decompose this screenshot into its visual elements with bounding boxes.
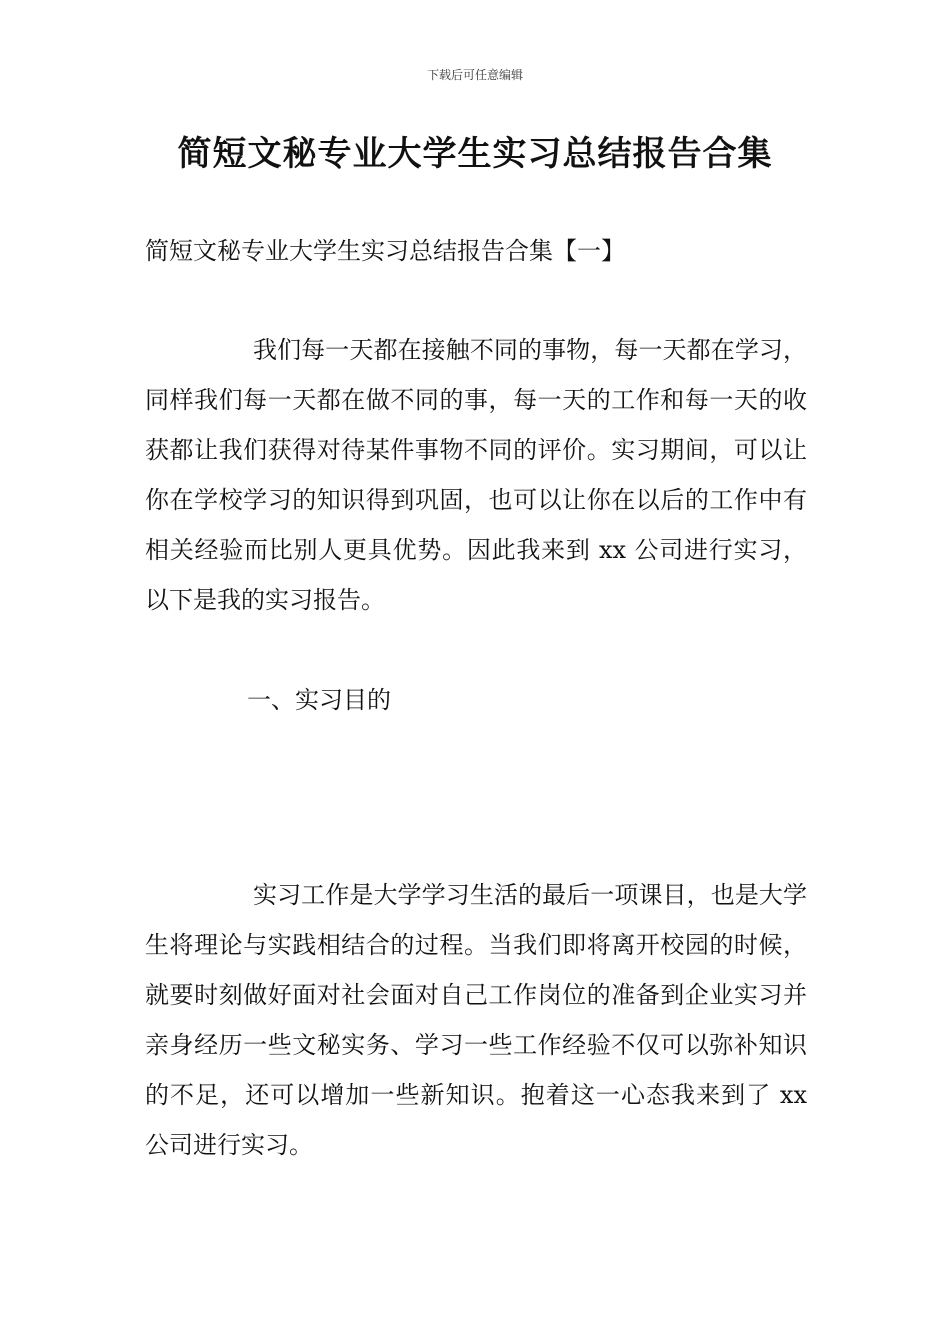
header-note: 下载后可任意编辑: [426, 68, 523, 82]
body-paragraph-2: 实习工作是大学学习生活的最后一项课目，也是大学生将理论与实践相结合的过程。当我们即将离开校园的时候，就要时刻做好面对社会面对自己工作岗位的准备到企业实习并亲身经历一些文秘实务、学习一些工作经验不仅可以弥补知识的不足，还可以增加一些新知识。抱着这一心态我来到了 xx 公司进行实习。: [145, 881, 807, 1159]
body-paragraph-1: 我们每一天都在接触不同的事物，每一天都在学习，同样我们每一天都在做不同的事，每一天的工作和每一天的收获都让我们获得对待某件事物不同的评价。实习期间，可以让你在学校学习的知识得到巩固，也可以让你在以后的工作中有相关经验而比别人更具优势。因此我来到 xx 公司进行实习，以下是我的实习报告。: [145, 336, 807, 614]
document-subtitle: 简短文秘专业大学生实习总结报告合集【一】: [145, 237, 625, 265]
section-heading: 一、实习目的: [247, 686, 391, 714]
document-title: 简短文秘专业大学生实习总结报告合集: [177, 134, 773, 174]
